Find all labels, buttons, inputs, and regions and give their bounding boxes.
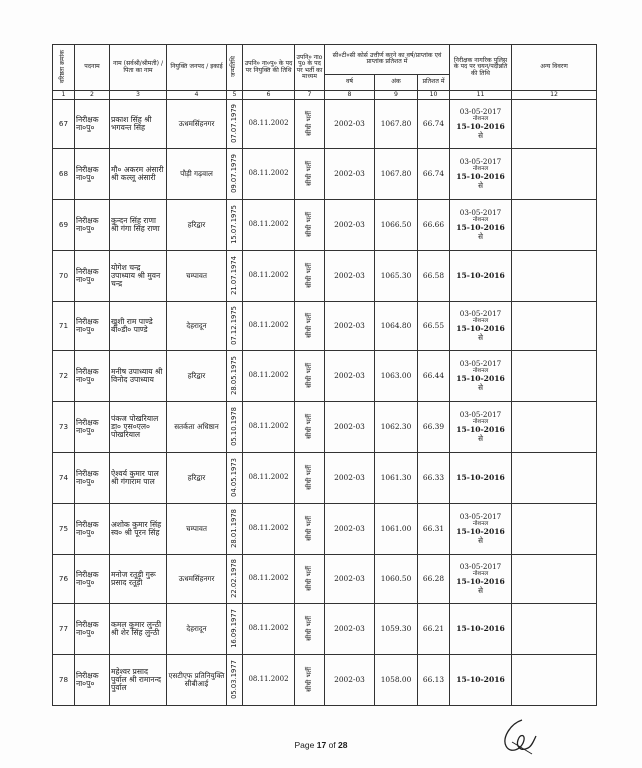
col-number: 5 bbox=[227, 91, 243, 100]
posting-unit: ऊधमसिंहनगर bbox=[167, 100, 227, 149]
seniority-number: 71 bbox=[53, 302, 75, 351]
recruitment-mode: सीधी भर्ती bbox=[295, 251, 325, 302]
seniority-number: 67 bbox=[53, 100, 75, 149]
col-number: 9 bbox=[375, 91, 418, 100]
date-of-birth: 22.02.1978 bbox=[227, 555, 243, 604]
designation: निरीक्षक ना०पु० bbox=[75, 302, 110, 351]
ctc-percent: 66.55 bbox=[418, 302, 450, 351]
promotion-date bbox=[450, 655, 512, 706]
recruitment-mode: सीधी भर्ती bbox=[295, 302, 325, 351]
seniority-number: 78 bbox=[53, 655, 75, 706]
promotion-effective-date: 03-05-2017 bbox=[459, 208, 502, 218]
designation: निरीक्षक ना०पु० bbox=[75, 504, 110, 555]
promotion-suffix: से bbox=[478, 180, 483, 190]
ctc-year: 2002-03 bbox=[325, 402, 375, 453]
officer-name: कमल कुमार लुन्ठी श्री शेर सिंह लुन्ठी bbox=[110, 604, 167, 655]
date-of-birth: 05.10.1978 bbox=[227, 402, 243, 453]
promotion-notional-date: 15-10-2016 bbox=[456, 222, 505, 232]
posting-unit: चम्पावत bbox=[167, 504, 227, 555]
table-row bbox=[53, 100, 597, 149]
seniority-number: 76 bbox=[53, 555, 75, 604]
promotion-suffix: से bbox=[478, 585, 483, 595]
ctc-year: 2002-03 bbox=[325, 100, 375, 149]
other-details bbox=[512, 149, 597, 200]
promotion-notional-date: 15-10-2016 bbox=[456, 576, 505, 586]
header-appointment-date: उपनि० ना०पु० के पद पर नियुक्ति की तिथि bbox=[243, 45, 295, 91]
officer-name: खुशी राम पाण्डे बी०डी० पाण्डे bbox=[110, 302, 167, 351]
promotion-notional-date: 15-10-2016 bbox=[456, 171, 505, 181]
table-body bbox=[53, 100, 597, 706]
col-number: 4 bbox=[167, 91, 227, 100]
date-of-birth: 15.07.1975 bbox=[227, 200, 243, 251]
ctc-marks: 1067.80 bbox=[375, 100, 418, 149]
signature-mark bbox=[492, 712, 542, 760]
designation: निरीक्षक ना०पु० bbox=[75, 604, 110, 655]
recruitment-mode: सीधी भर्ती bbox=[295, 100, 325, 149]
other-details bbox=[512, 555, 597, 604]
ctc-percent: 66.33 bbox=[418, 453, 450, 504]
col-number: 6 bbox=[243, 91, 295, 100]
designation: निरीक्षक ना०पु० bbox=[75, 402, 110, 453]
promotion-date bbox=[450, 149, 512, 200]
date-of-birth: 07.12.1975 bbox=[227, 302, 243, 351]
header-row bbox=[53, 45, 597, 75]
posting-unit: देहरादून bbox=[167, 604, 227, 655]
date-of-birth: 09.07.1979 bbox=[227, 149, 243, 200]
table-row bbox=[53, 604, 597, 655]
appointment-date: 08.11.2002 bbox=[243, 604, 295, 655]
promotion-effective-date: 03-05-2017 bbox=[459, 410, 502, 420]
page-total: 28 bbox=[338, 740, 348, 750]
col-number: 12 bbox=[512, 91, 597, 100]
promotion-notional-label: नोशनल bbox=[472, 571, 489, 578]
ctc-marks: 1059.30 bbox=[375, 604, 418, 655]
promotion-date bbox=[450, 100, 512, 149]
ctc-marks: 1067.80 bbox=[375, 149, 418, 200]
seniority-number: 73 bbox=[53, 402, 75, 453]
appointment-date: 08.11.2002 bbox=[243, 453, 295, 504]
table-row bbox=[53, 655, 597, 706]
other-details bbox=[512, 251, 597, 302]
promotion-effective-date: 03-05-2017 bbox=[459, 309, 502, 319]
table-row bbox=[53, 149, 597, 200]
page-mid: of bbox=[326, 740, 339, 750]
ctc-marks: 1061.00 bbox=[375, 504, 418, 555]
ctc-year: 2002-03 bbox=[325, 655, 375, 706]
officer-name: ऐश्वर्य कुमार पाल श्री गंगाराम पाल bbox=[110, 453, 167, 504]
other-details bbox=[512, 402, 597, 453]
posting-unit: सतर्कता अधिष्ठान bbox=[167, 402, 227, 453]
table-row bbox=[53, 555, 597, 604]
designation: निरीक्षक ना०पु० bbox=[75, 149, 110, 200]
appointment-date: 08.11.2002 bbox=[243, 655, 295, 706]
ctc-year: 2002-03 bbox=[325, 251, 375, 302]
table-row bbox=[53, 351, 597, 402]
table-row bbox=[53, 453, 597, 504]
promotion-notional-label: नोशनल bbox=[472, 166, 489, 173]
table-row bbox=[53, 402, 597, 453]
other-details bbox=[512, 604, 597, 655]
promotion-date bbox=[450, 453, 512, 504]
ctc-percent: 66.58 bbox=[418, 251, 450, 302]
other-details bbox=[512, 200, 597, 251]
promotion-notional-date: 15-10-2016 bbox=[456, 121, 505, 131]
header-designation: पदनाम bbox=[75, 45, 110, 91]
officer-name: मनोज रतूड़ी गुरू प्रसाद रतूड़ी bbox=[110, 555, 167, 604]
promotion-notional-date: 15-10-2016 bbox=[456, 323, 505, 333]
promotion-notional-label: नोशनल bbox=[472, 521, 489, 528]
other-details bbox=[512, 100, 597, 149]
ctc-percent: 66.31 bbox=[418, 504, 450, 555]
seniority-table bbox=[52, 44, 597, 706]
column-number-row bbox=[53, 91, 597, 100]
ctc-percent: 66.74 bbox=[418, 100, 450, 149]
designation: निरीक्षक ना०पु० bbox=[75, 555, 110, 604]
promotion-notional-date: 15-10-2016 bbox=[456, 373, 505, 383]
ctc-percent: 66.74 bbox=[418, 149, 450, 200]
ctc-year: 2002-03 bbox=[325, 200, 375, 251]
promotion-notional-label: नोशनल bbox=[472, 368, 489, 375]
ctc-marks: 1065.30 bbox=[375, 251, 418, 302]
ctc-marks: 1060.50 bbox=[375, 555, 418, 604]
other-details bbox=[512, 655, 597, 706]
ctc-marks: 1058.00 bbox=[375, 655, 418, 706]
ctc-marks: 1063.00 bbox=[375, 351, 418, 402]
ctc-year: 2002-03 bbox=[325, 149, 375, 200]
promotion-notional-label: नोशनल bbox=[472, 318, 489, 325]
seniority-number: 72 bbox=[53, 351, 75, 402]
col-number: 7 bbox=[295, 91, 325, 100]
appointment-date: 08.11.2002 bbox=[243, 555, 295, 604]
ctc-percent: 66.39 bbox=[418, 402, 450, 453]
seniority-number: 68 bbox=[53, 149, 75, 200]
posting-unit: हरिद्वार bbox=[167, 351, 227, 402]
ctc-year: 2002-03 bbox=[325, 504, 375, 555]
ctc-year: 2002-03 bbox=[325, 453, 375, 504]
date-of-birth: 05.03.1977 bbox=[227, 655, 243, 706]
designation: निरीक्षक ना०पु० bbox=[75, 655, 110, 706]
officer-name: मौ० अकरम अंसारी श्री कल्लू अंसारी bbox=[110, 149, 167, 200]
promotion-date bbox=[450, 555, 512, 604]
posting-unit: ऊधमसिंहनगर bbox=[167, 555, 227, 604]
recruitment-mode: सीधी भर्ती bbox=[295, 655, 325, 706]
ctc-marks: 1062.30 bbox=[375, 402, 418, 453]
seniority-number: 74 bbox=[53, 453, 75, 504]
appointment-date: 08.11.2002 bbox=[243, 149, 295, 200]
appointment-date: 08.11.2002 bbox=[243, 402, 295, 453]
recruitment-mode: सीधी भर्ती bbox=[295, 200, 325, 251]
page-footer bbox=[0, 740, 642, 750]
header-seniority-no: वरिष्ठता क्रमांक bbox=[53, 45, 75, 91]
promotion-notional-label: नोशनल bbox=[472, 217, 489, 224]
posting-unit: चम्पावत bbox=[167, 251, 227, 302]
page-prefix: Page bbox=[294, 740, 317, 750]
header-promotion-date: निरीक्षक नागरिक पुलिस के पद पर चयन/पदोन्नति की तिथि bbox=[450, 45, 512, 91]
other-details bbox=[512, 351, 597, 402]
other-details bbox=[512, 453, 597, 504]
seniority-number: 69 bbox=[53, 200, 75, 251]
recruitment-mode: सीधी भर्ती bbox=[295, 504, 325, 555]
promotion-date bbox=[450, 302, 512, 351]
ctc-marks: 1064.80 bbox=[375, 302, 418, 351]
promotion-suffix: से bbox=[478, 231, 483, 241]
promotion-notional-label: नोशनल bbox=[472, 419, 489, 426]
date-of-birth: 28.01.1978 bbox=[227, 504, 243, 555]
appointment-date: 08.11.2002 bbox=[243, 302, 295, 351]
officer-name: मनीष उपाध्याय श्री विनोद उपाध्याय bbox=[110, 351, 167, 402]
header-other-details: अन्य विवरण bbox=[512, 45, 597, 91]
header-recruitment-mode: उपनि० नाo पुo के पद पर भर्ती का माध्यम bbox=[295, 45, 325, 91]
date-of-birth: 04.05.1973 bbox=[227, 453, 243, 504]
designation: निरीक्षक ना०पु० bbox=[75, 453, 110, 504]
promotion-suffix: से bbox=[478, 382, 483, 392]
officer-name: पंकज पोखरियाल डा० एस०एल० पोखरियाल bbox=[110, 402, 167, 453]
promotion-effective-date: 03-05-2017 bbox=[459, 107, 502, 117]
posting-unit: एसटीएफ प्रतिनियुक्ति सीबीआई bbox=[167, 655, 227, 706]
recruitment-mode: सीधी भर्ती bbox=[295, 604, 325, 655]
date-of-birth: 28.05.1975 bbox=[227, 351, 243, 402]
header-marks: अंक bbox=[375, 74, 418, 90]
ctc-percent: 66.66 bbox=[418, 200, 450, 251]
ctc-percent: 66.44 bbox=[418, 351, 450, 402]
officer-name: योगेश चन्द्र उपाध्याय श्री मुवन चन्द्र bbox=[110, 251, 167, 302]
header-year: वर्ष bbox=[325, 74, 375, 90]
promotion-date bbox=[450, 251, 512, 302]
other-details bbox=[512, 504, 597, 555]
appointment-date: 08.11.2002 bbox=[243, 200, 295, 251]
recruitment-mode: सीधी भर्ती bbox=[295, 555, 325, 604]
table-row bbox=[53, 504, 597, 555]
designation: निरीक्षक ना०पु० bbox=[75, 200, 110, 251]
ctc-percent: 66.21 bbox=[418, 604, 450, 655]
ctc-year: 2002-03 bbox=[325, 351, 375, 402]
col-number: 3 bbox=[110, 91, 167, 100]
header-posting: नियुक्ति जनपद / इकाई bbox=[167, 45, 227, 91]
seniority-number: 75 bbox=[53, 504, 75, 555]
col-number: 2 bbox=[75, 91, 110, 100]
col-number: 1 bbox=[53, 91, 75, 100]
promotion-date bbox=[450, 604, 512, 655]
promotion-date bbox=[450, 200, 512, 251]
col-number: 11 bbox=[450, 91, 512, 100]
promotion-notional-date: 15-10-2016 bbox=[456, 674, 505, 684]
designation: निरीक्षक ना०पु० bbox=[75, 251, 110, 302]
appointment-date: 08.11.2002 bbox=[243, 351, 295, 402]
table-row bbox=[53, 251, 597, 302]
promotion-notional-date: 15-10-2016 bbox=[456, 424, 505, 434]
header-ctc-course: सी०टी०सी कोर्स उत्तीर्ण करने का वर्ष/प्राप्तांक एवं प्राप्तांक प्रतिशत में bbox=[325, 45, 450, 75]
recruitment-mode: सीधी भर्ती bbox=[295, 351, 325, 402]
ctc-marks: 1066.50 bbox=[375, 200, 418, 251]
officer-name: कुन्दन सिंह राणा श्री गंगा सिंह राणा bbox=[110, 200, 167, 251]
promotion-suffix: से bbox=[478, 433, 483, 443]
ctc-marks: 1061.30 bbox=[375, 453, 418, 504]
date-of-birth: 07.07.1979 bbox=[227, 100, 243, 149]
ctc-percent: 66.13 bbox=[418, 655, 450, 706]
recruitment-mode: सीधी भर्ती bbox=[295, 402, 325, 453]
posting-unit: हरिद्वार bbox=[167, 200, 227, 251]
header-name: नाम (सर्वश्री/श्रीमती) /पिता का नाम bbox=[110, 45, 167, 91]
posting-unit: हरिद्वार bbox=[167, 453, 227, 504]
date-of-birth: 21.07.1974 bbox=[227, 251, 243, 302]
promotion-date bbox=[450, 351, 512, 402]
seniority-number: 77 bbox=[53, 604, 75, 655]
officer-name: महेश्वर प्रसाद पुर्वाल श्री रामानन्द पुर्वाल bbox=[110, 655, 167, 706]
ctc-percent: 66.28 bbox=[418, 555, 450, 604]
ctc-year: 2002-03 bbox=[325, 302, 375, 351]
promotion-notional-date: 15-10-2016 bbox=[456, 526, 505, 536]
table-row bbox=[53, 200, 597, 251]
promotion-suffix: से bbox=[478, 535, 483, 545]
ctc-year: 2002-03 bbox=[325, 555, 375, 604]
page-current: 17 bbox=[316, 740, 327, 750]
promotion-suffix: से bbox=[478, 332, 483, 342]
header-percent: प्रतिशत में bbox=[418, 74, 450, 90]
col-number: 8 bbox=[325, 91, 375, 100]
posting-unit: पौड़ी गढ़वाल bbox=[167, 149, 227, 200]
date-of-birth: 16.09.1977 bbox=[227, 604, 243, 655]
officer-name: अशोक कुमार सिंह स्व० श्री पूरन सिंह bbox=[110, 504, 167, 555]
promotion-notional-date: 15-10-2016 bbox=[456, 270, 505, 280]
promotion-date bbox=[450, 402, 512, 453]
promotion-notional-date: 15-10-2016 bbox=[456, 472, 505, 482]
ctc-year: 2002-03 bbox=[325, 604, 375, 655]
other-details bbox=[512, 302, 597, 351]
header-dob: जन्मतिथि bbox=[227, 45, 243, 91]
col-number: 10 bbox=[418, 91, 450, 100]
appointment-date: 08.11.2002 bbox=[243, 251, 295, 302]
table-row bbox=[53, 302, 597, 351]
appointment-date: 08.11.2002 bbox=[243, 504, 295, 555]
promotion-effective-date: 03-05-2017 bbox=[459, 157, 502, 167]
posting-unit: देहरादून bbox=[167, 302, 227, 351]
promotion-effective-date: 03-05-2017 bbox=[459, 359, 502, 369]
recruitment-mode: सीधी भर्ती bbox=[295, 453, 325, 504]
recruitment-mode: सीधी भर्ती bbox=[295, 149, 325, 200]
promotion-effective-date: 03-05-2017 bbox=[459, 562, 502, 572]
promotion-notional-date: 15-10-2016 bbox=[456, 623, 505, 633]
promotion-suffix: से bbox=[478, 130, 483, 140]
appointment-date: 08.11.2002 bbox=[243, 100, 295, 149]
designation: निरीक्षक ना०पु० bbox=[75, 100, 110, 149]
officer-name: प्रकाश सिंह श्री भगवन्त सिंह bbox=[110, 100, 167, 149]
promotion-date bbox=[450, 504, 512, 555]
promotion-effective-date: 03-05-2017 bbox=[459, 512, 502, 522]
seniority-number: 70 bbox=[53, 251, 75, 302]
promotion-notional-label: नोशनल bbox=[472, 116, 489, 123]
designation: निरीक्षक ना०पु० bbox=[75, 351, 110, 402]
